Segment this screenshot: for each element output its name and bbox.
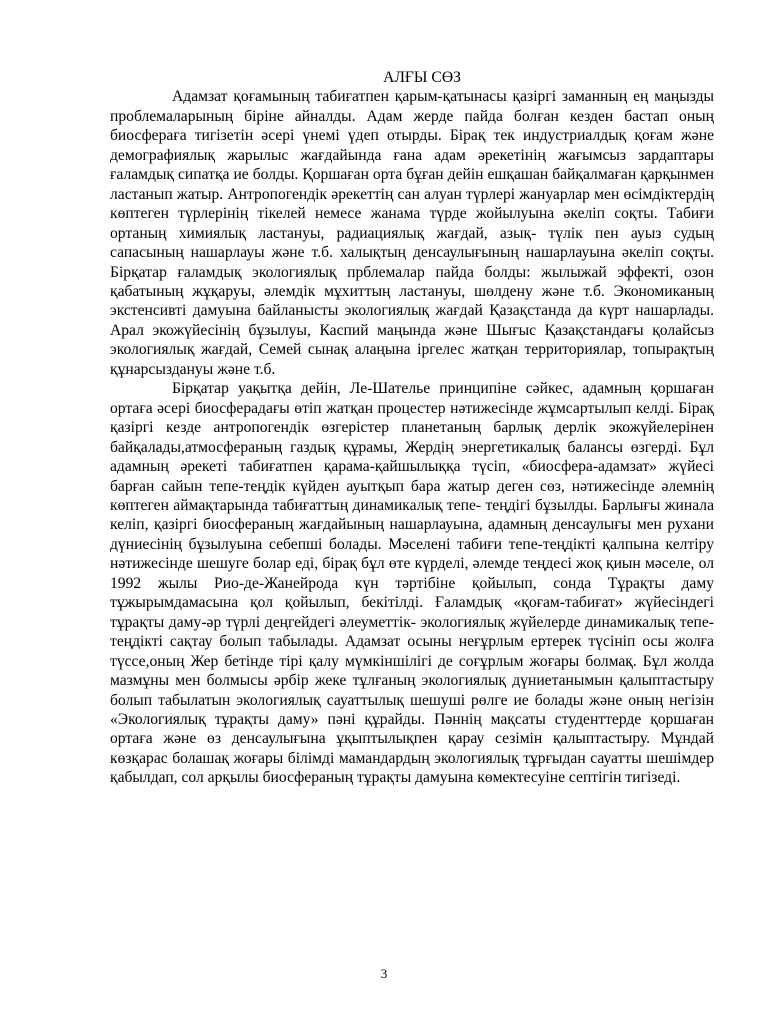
document-page (110, 68, 714, 788)
paragraph-2: Бірқатар уақытқа дейін, Ле-Шателье принципіне сәйкес, адамның қоршаған ортаға әсері биосферадағы өтіп жатқан процестер нәтижесінде жұмсартылып келді. Бірақ қазіргі кезде антропогендік өзгерістер планетаның барлық дерлік экожүйелерінен байқалады,атмосфераның газдық құрамы, Жердің энергетикалық балансы өзгерді. Бұл адамның әрекеті табиғатпен қарама-қайшылыққа түсіп, «биосфера-адамзат» жүйесі барған сайын тепе-теңдік күйден ауытқып бара жатыр деген сөз, нәтижесінде әлемнің көптеген аймақтарында табиғаттың динамикалық тепе- теңдігі бұзылды. Барлығы жинала келіп, қазіргі биосфераның жағдайының нашарлауына, адамның денсаулығы мен рухани дүниесінің бұзылуына себепші болады. Мәселені табиғи тепе-теңдікті қалпына келтіру нәтижесінде шешуге болар еді, бірақ бұл өте күрделі, әлемде теңдесі жоқ қиын мәселе, ол 1992 жылы Рио-де-Жанейрода күн тәртібіне қойылып, сонда Тұрақты даму тұжырымдамасына қол қойылып, бекітілді. Ғаламдық «қоғам-табиғат» жүйесіндегі тұрақты даму-әр түрлі деңгейдегі әлеуметтік- экологиялық жүйелерде динамикалық тепе-теңдікті сақтау болып табылады. Адамзат осыны неғұрлым ертерек түсініп осы жолға түссе,оның Жер бетінде тірі қалу мүмкіншілігі де соғұрлым жоғары болмақ. Бұл жолда мазмұны мен болмысы әрбір жеке тұлғаның экологиялық дүниетанымын қалыптастыру болып табылатын экологиялық сауаттылық шешуші рөлге ие болады және оның негізін «Экологиялық тұрақты даму» пәні құрайды. Пәннің мақсаты студенттерде қоршаған ортаға және өз денсаулығына ұқыптылықпен қарау сезімін қалыптастыру. Мұндай көзқарас болашақ жоғары білімді мамандардың экологиялық тұрғыдан сауатты шешімдер қабылдап, сол арқылы биосфераның тұрақты дамуына көмектесуіне септігін тигізеді. (110, 380, 714, 787)
paragraph-1: Адамзат қоғамының табиғатпен қарым-қатынасы қазіргі заманның ең маңызды проблемаларының біріне айналды. Адам жерде пайда болған кезден бастап оның биосфераға тигізетін әсері үнемі үдеп отырды. Бірақ тек индустриалдық қоғам және демографиялық жарылыс жағдайында ғана адам әрекетінің жағымсыз зардаптары ғаламдық сипатқа ие болды. Қоршаған орта бұған дейін ешқашан байқалмаған қарқынмен ластанып жатыр. Антропогендік әрекеттің сан алуан түрлері жануарлар мен өсімдіктердің көптеген түрлерінің тікелей немесе жанама түрде жойылуына әкеліп соқты. Табиғи ортаның химиялық ластануы, радиациялық жағдай, азық- түлік пен ауыз судың сапасының нашарлауы және т.б. халықтың денсаулығының нашарлауына әкеліп соқты. Бірқатар ғаламдық экологиялық прблемалар пайда болды: жылыжай эффекті, озон қабатының жұқаруы, әлемдік мұхиттың ластануы, шөлдену және т.б. Экономиканың экстенсивті дамуына байланысты экологиялық жағдай Қазақстанда да күрт нашарлады. Арал экожүйесінің бұзылуы, Каспий маңында және Шығыс Қазақстандағы қолайсыз экологиялық жағдай, Семей сынақ алаңына іргелес жатқан территориялар, топырақтың құнарсыздануы және т.б. (110, 88, 714, 378)
page-number: 3 (380, 966, 388, 981)
document-title: АЛҒЫ СӨЗ (383, 69, 461, 86)
